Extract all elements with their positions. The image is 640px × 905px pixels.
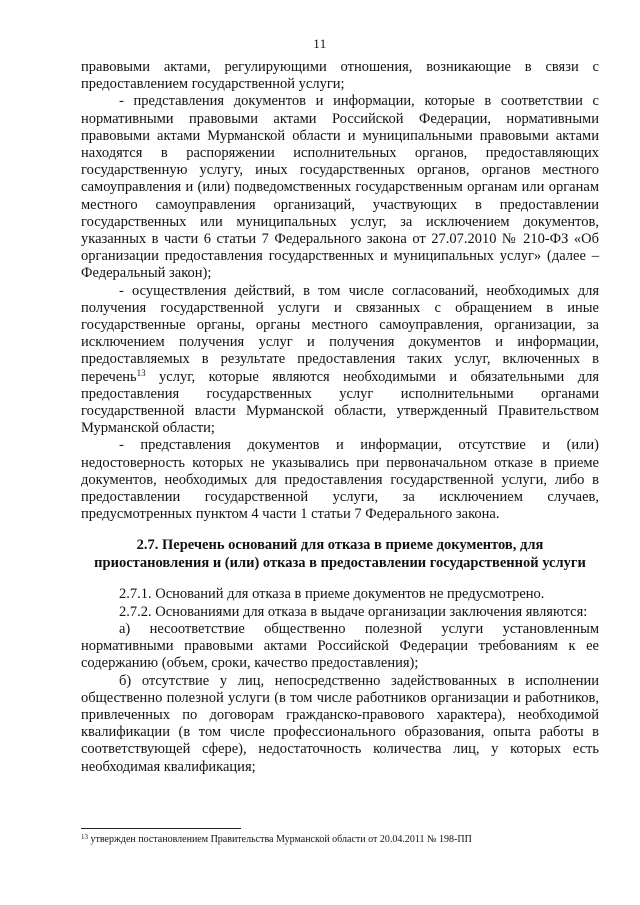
clause-2-7-1: 2.7.1. Оснований для отказа в приеме документов не предусмотрено.: [119, 586, 545, 603]
paragraph-continuation: правовыми актами, регулирующими отношения, возникающие в связи с предоставлением государственной услуги;: [81, 59, 599, 93]
clause-item-b: б) отсутствие у лиц, непосредственно задействованных в исполнении общественно полезной услуги (в том числе работников организации и работников, привлеченных по договорам гражданско-правового характера), необходимой квалификации (в том числе профессионального образования, опыта работы в соответствующей сфере), недостаточность количества лиц, у которых есть необходимая квалификация;: [81, 672, 599, 775]
paragraph-actions-approvals: [81, 283, 599, 438]
clause-item-a: а) несоответствие общественно полезной услуги установленным нормативными правовыми актами Российской Федерации требованиям к ее содержанию (объем, сроки, качество предоставления);: [81, 620, 599, 672]
paragraph-text-after-footnote: услуг, которые являются необходимыми и обязательными для предоставления государственных услуг исполнительными органами государственной власти Мурманской области, утвержденный Правительством Мурманской области;: [81, 368, 599, 437]
footnote-mark: 13: [81, 833, 88, 841]
footnote-reference: 13: [136, 367, 146, 378]
document-body: [81, 59, 599, 776]
paragraph-unreliable-documents: - представления документов и информации, отсутствие и (или) недостоверность которых не указывались при первоначальном отказе в приеме документов, необходимых для предоставления государственной услуги, либо в предоставлении государственной услуги, за исключением случаев, предусмотренных пунктом 4 части 1 статьи 7 Федерального закона.: [81, 437, 599, 523]
section-heading-line-2: приостановления и (или) отказа в предоставлении государственной услуги: [94, 554, 586, 571]
section-heading-line-1: 2.7. Перечень оснований для отказа в приеме документов, для: [136, 537, 544, 554]
footnote: [81, 834, 599, 846]
footnote-text: утвержден постановлением Правительства Мурманской области от 20.04.2011 № 198-ПП: [88, 834, 472, 845]
page-number: 11: [313, 36, 327, 51]
clause-2-7-2: 2.7.2. Основаниями для отказа в выдаче организации заключения являются:: [119, 603, 588, 620]
paragraph-text-before-footnote: - осуществления действий, в том числе согласований, необходимых для получения государственной услуги и связанных с обращением в иные государственные органы, органы местного самоуправления, организации, за исключением получения услуг и получения документов и информации, предоставляемых в результате предоставления таких услуг, включенных в перечень: [81, 282, 599, 385]
section-heading: [81, 537, 599, 572]
paragraph-documents-info: - представления документов и информации, которые в соответствии с нормативными правовыми актами Российской Федерации, нормативными правовыми актами Мурманской области и муниципальными правовыми актами находятся в распоряжении исполнительных органов, предоставляющих государственную услугу, иных государственных органов, органов местного самоуправления и (или) подведомственных государственным органам или органам местного самоуправления организаций, участвующих в предоставлении государственных или муниципальных услуг, за исключением документов, указанных в части 6 статьи 7 Федерального закона от 27.07.2010 № 210-ФЗ «Об организации предоставления государственных и муниципальных услуг» (далее – Федеральный закон);: [81, 93, 599, 282]
footnote-divider: [81, 828, 241, 829]
